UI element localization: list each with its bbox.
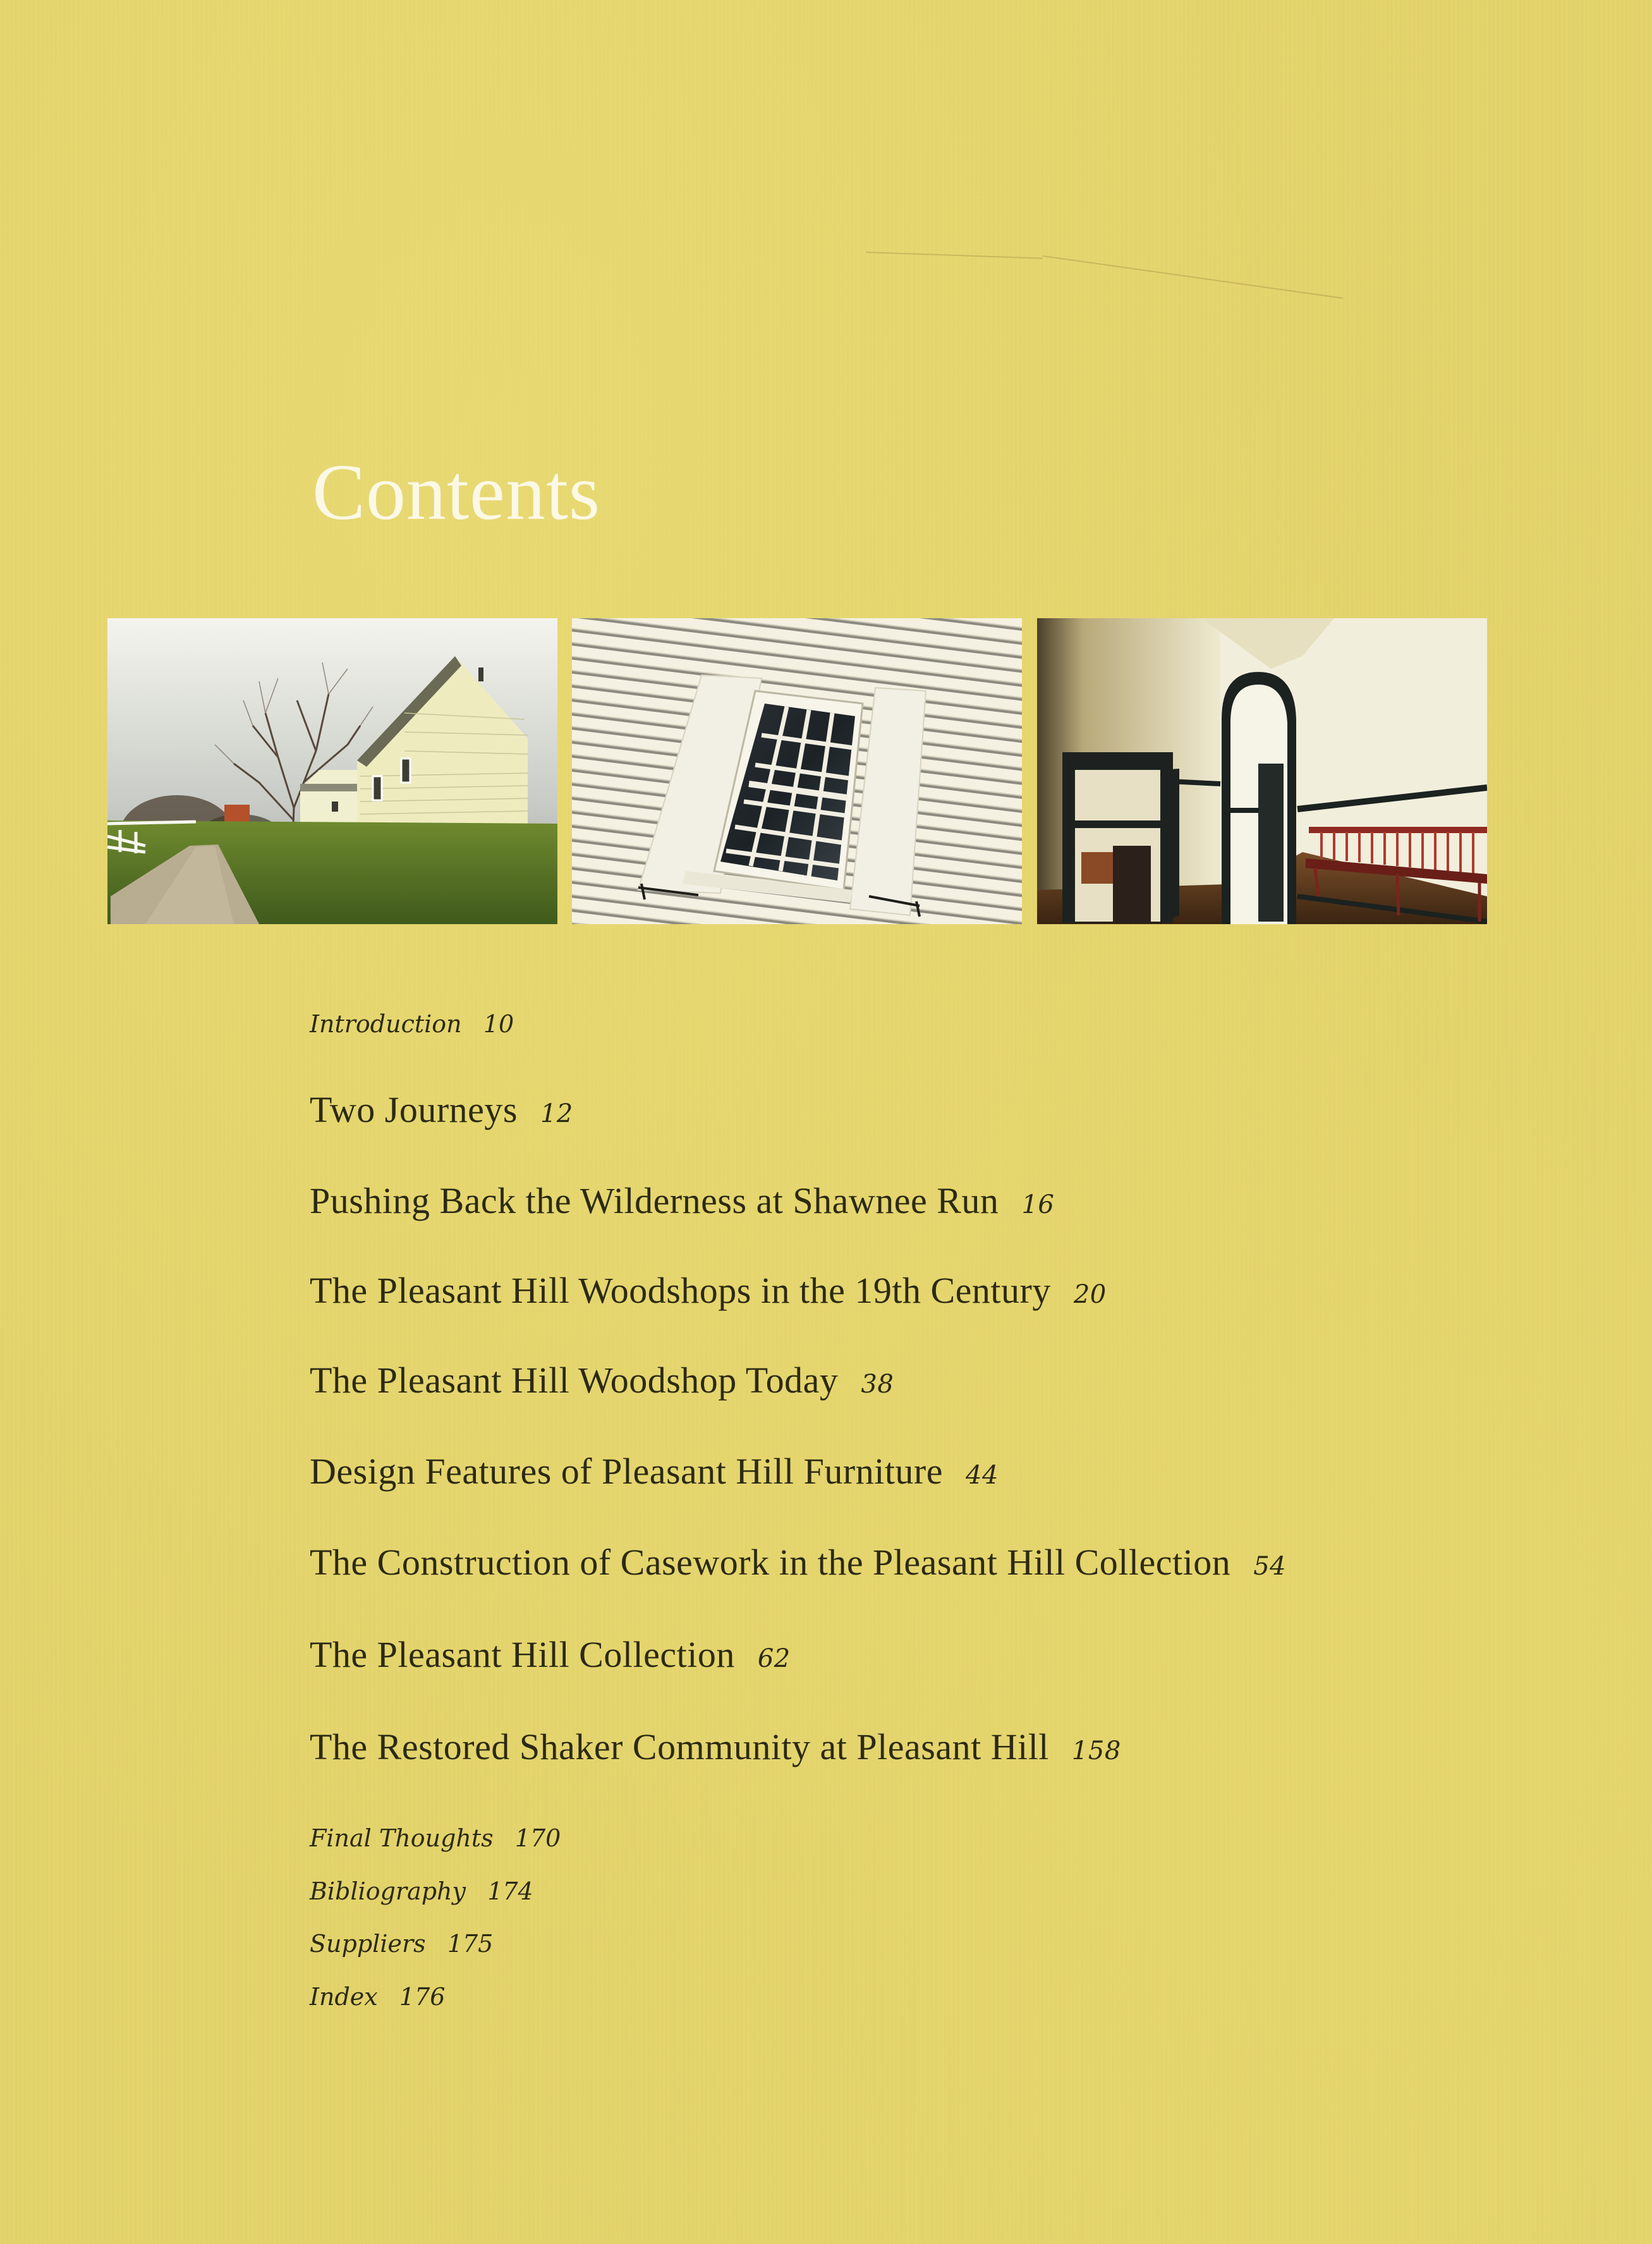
paper-scratch xyxy=(866,252,1043,259)
building-exterior-image xyxy=(107,618,557,924)
toc-entry-page: 174 xyxy=(487,1877,533,1905)
interior-hallway-image xyxy=(1037,618,1487,924)
toc-entry-chapter[interactable] xyxy=(310,1359,894,1401)
toc-entry-title: Bibliography xyxy=(310,1877,466,1905)
toc-entry-final-thoughts[interactable] xyxy=(310,1824,561,1852)
toc-entry-title: Suppliers xyxy=(310,1930,426,1958)
toc-entry-title: The Restored Shaker Community at Pleasant Hill xyxy=(310,1726,1049,1767)
photo-shuttered-window xyxy=(572,618,1022,924)
toc-entry-chapter[interactable] xyxy=(310,1633,791,1676)
toc-entry-page: 175 xyxy=(447,1930,494,1958)
toc-entry-title: Design Features of Pleasant Hill Furniture xyxy=(310,1451,943,1492)
toc-entry-chapter[interactable] xyxy=(310,1726,1121,1768)
toc-entry-title: Pushing Back the Wilderness at Shawnee Run xyxy=(310,1180,999,1221)
toc-entry-title: Index xyxy=(310,1983,378,2011)
toc-entry-page: 20 xyxy=(1073,1280,1107,1309)
toc-entry-title: The Pleasant Hill Woodshop Today xyxy=(310,1360,839,1401)
toc-entry-index[interactable] xyxy=(310,1983,445,2011)
shuttered-window-image xyxy=(572,618,1022,924)
toc-entry-title: Introduction xyxy=(310,1010,462,1038)
toc-entry-page: 10 xyxy=(483,1010,514,1038)
toc-entry-chapter[interactable] xyxy=(310,1088,573,1131)
toc-entry-chapter[interactable] xyxy=(310,1269,1107,1312)
toc-entry-title: Two Journeys xyxy=(310,1089,518,1130)
toc-entry-chapter[interactable] xyxy=(310,1541,1286,1583)
toc-entry-title: Final Thoughts xyxy=(310,1824,494,1852)
toc-entry-page: 16 xyxy=(1021,1190,1055,1219)
page-title: Contents xyxy=(312,449,601,537)
toc-entry-suppliers[interactable] xyxy=(310,1930,493,1958)
toc-entry-page: 44 xyxy=(966,1461,999,1490)
photo-shaker-building-exterior xyxy=(107,618,557,924)
toc-entry-page: 158 xyxy=(1071,1736,1121,1765)
toc-entry-page: 12 xyxy=(540,1099,573,1128)
toc-entry-page: 54 xyxy=(1253,1552,1287,1581)
toc-entry-title: The Pleasant Hill Woodshops in the 19th Century xyxy=(310,1270,1051,1311)
toc-entry-chapter[interactable] xyxy=(310,1180,1054,1222)
toc-entry-bibliography[interactable] xyxy=(310,1877,533,1905)
paper-scratch xyxy=(1043,255,1344,299)
toc-entry-page: 176 xyxy=(399,1983,446,2011)
toc-entry-chapter[interactable] xyxy=(310,1450,999,1492)
toc-entry-introduction[interactable] xyxy=(310,1010,514,1038)
photo-interior-hallway xyxy=(1037,618,1487,924)
toc-entry-title: The Pleasant Hill Collection xyxy=(310,1634,735,1675)
toc-entry-page: 62 xyxy=(757,1644,791,1673)
toc-entry-page: 38 xyxy=(861,1370,894,1399)
toc-entry-title: The Construction of Casework in the Pleasant Hill Collection xyxy=(310,1542,1231,1583)
toc-entry-page: 170 xyxy=(514,1824,561,1852)
